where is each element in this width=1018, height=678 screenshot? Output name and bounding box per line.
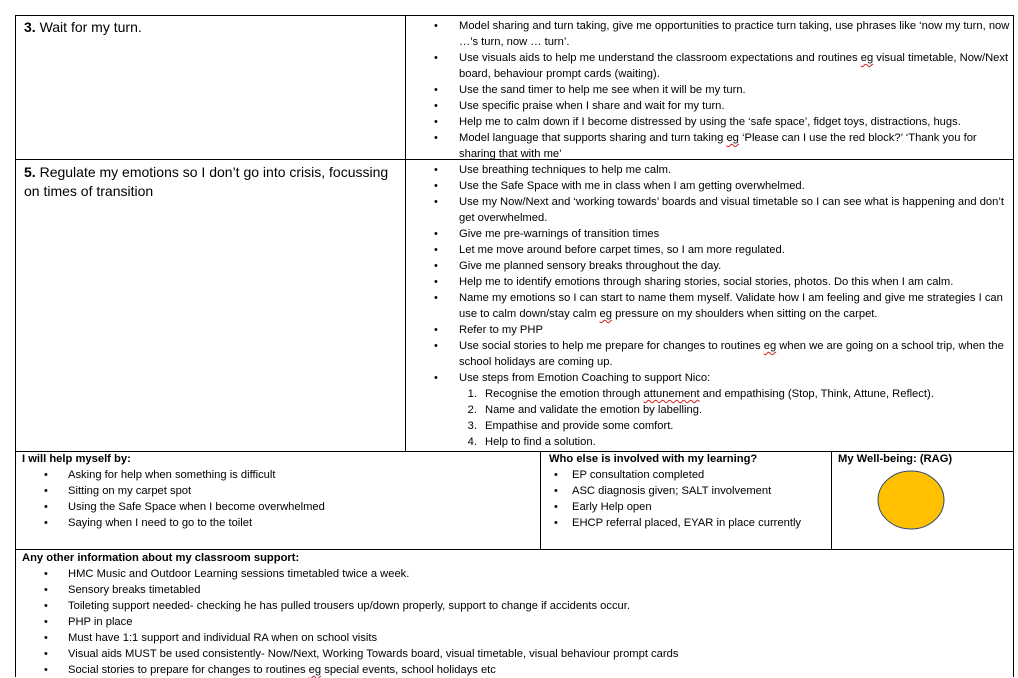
bullet-glyph: • xyxy=(44,501,48,513)
list-item: • Use the sand timer to help me see when it will be my turn. xyxy=(434,84,746,96)
coaching-step: 3. Empathise and provide some comfort. xyxy=(485,418,1012,434)
goal-3-strategies xyxy=(406,18,1012,162)
spellcheck-word: eg xyxy=(726,132,739,144)
bullet-glyph: • xyxy=(434,260,438,272)
involved-title: Who else is involved with my learning? xyxy=(549,453,758,465)
goal-5-text: Regulate my emotions so I don’t go into crisis, focussing on times of transition xyxy=(24,164,389,199)
wellbeing-cell xyxy=(838,452,1012,467)
bullet-glyph: • xyxy=(434,20,438,32)
list-item: • HMC Music and Outdoor Learning sessions timetabled twice a week. xyxy=(44,568,410,580)
goal-3-number: 3. xyxy=(24,19,36,35)
rag-indicator xyxy=(838,466,1012,546)
bullet-glyph: • xyxy=(554,517,558,529)
coaching-step: 4. Help to find a solution. xyxy=(485,434,1012,450)
border-footer-bottom xyxy=(15,549,1014,550)
list-item: • Sitting on my carpet spot xyxy=(44,485,192,497)
list-item: • Early Help open xyxy=(554,501,652,513)
list-item: • Help me to identify emotions through sharing stories, social stories, photos. Do this when I am calm. xyxy=(434,276,954,288)
involved-cell xyxy=(549,452,829,531)
bullet-glyph: • xyxy=(44,664,48,676)
list-item: • Let me move around before carpet times, so I am more regulated. xyxy=(434,244,785,256)
bullet-glyph: • xyxy=(44,568,48,580)
rag-status-circle xyxy=(878,471,944,529)
goal-5-number: 5. xyxy=(24,164,36,180)
list-item: • Asking for help when something is difficult xyxy=(44,469,276,481)
list-item: • Use the Safe Space with me in class when I am getting overwhelmed. xyxy=(434,180,805,192)
bullet-glyph: • xyxy=(434,372,438,384)
emotion-coaching-steps xyxy=(406,386,1012,450)
bullet-glyph: • xyxy=(434,340,438,352)
list-item: • Use my Now/Next and ‘working towards’ boards and visual timetable so I can see what is happening and don’t get overwhelmed. xyxy=(434,196,1004,224)
step-number: 4. xyxy=(467,436,477,448)
border-footer-col1 xyxy=(540,451,541,550)
list-item: • EHCP referral placed, EYAR in place currently xyxy=(554,517,802,529)
self-help-cell xyxy=(22,452,537,531)
list-item: • Use breathing techniques to help me calm. xyxy=(434,164,672,176)
bullet-glyph: • xyxy=(554,469,558,481)
list-item: • Use social stories to help me prepare for changes to routines eg when we are going on a school trip, when the school holidays are coming up. xyxy=(434,340,1004,368)
bullet-glyph: • xyxy=(554,501,558,513)
list-item: • Saying when I need to go to the toilet xyxy=(44,517,253,529)
bullet-glyph: • xyxy=(44,648,48,660)
wellbeing-title: My Well-being: (RAG) xyxy=(838,453,953,465)
list-item: • Social stories to prepare for changes to routines eg special events, school holidays etc xyxy=(44,664,496,676)
bullet-glyph: • xyxy=(554,485,558,497)
bullet-glyph: • xyxy=(434,180,438,192)
spellcheck-word: attunement xyxy=(643,388,700,400)
goal-5-cell xyxy=(16,161,401,201)
spellcheck-word: eg xyxy=(599,308,612,320)
list-item: • Using the Safe Space when I become overwhelmed xyxy=(44,501,325,513)
bullet-glyph: • xyxy=(434,292,438,304)
bullet-glyph: • xyxy=(434,84,438,96)
bullet-glyph: • xyxy=(434,52,438,64)
bullet-glyph: • xyxy=(434,164,438,176)
bullet-glyph: • xyxy=(44,632,48,644)
self-help-list xyxy=(22,467,537,531)
list-item: • Help me to calm down if I become distressed by using the ‘safe space’, fidget toys, distractions, hugs. xyxy=(434,116,961,128)
list-item: • PHP in place xyxy=(44,616,133,628)
strategy-list xyxy=(406,18,1012,162)
goal-3-cell xyxy=(16,16,405,37)
list-item: • Use steps from Emotion Coaching to support Nico: xyxy=(434,372,711,384)
list-item: • Refer to my PHP xyxy=(434,324,543,336)
goal-5-strategies xyxy=(406,162,1012,450)
bullet-glyph: • xyxy=(434,116,438,128)
list-item: • EP consultation completed xyxy=(554,469,705,481)
list-item: • ASC diagnosis given; SALT involvement xyxy=(554,485,772,497)
spellcheck-word: eg xyxy=(308,664,322,676)
bullet-glyph: • xyxy=(44,600,48,612)
bullet-glyph: • xyxy=(44,584,48,596)
list-item: • Sensory breaks timetabled xyxy=(44,584,201,596)
list-item: • Use visuals aids to help me understand the classroom expectations and routines eg visual timetable, Now/Next board, behaviour prompt cards (waiting). xyxy=(434,52,1009,80)
coaching-step: 1. Recognise the emotion through attunement and empathising (Stop, Think, Attune, Reflect). xyxy=(485,386,1012,402)
step-number: 3. xyxy=(467,420,477,432)
other-info-cell xyxy=(22,551,1012,678)
coaching-step: 2. Name and validate the emotion by labelling. xyxy=(485,402,1012,418)
list-item: • Toileting support needed- checking he has pulled trousers up/down properly, support to change if accidents occur. xyxy=(44,600,630,612)
self-help-title: I will help myself by: xyxy=(22,453,131,465)
bullet-glyph: • xyxy=(434,196,438,208)
other-info-title: Any other information about my classroom support: xyxy=(22,552,300,564)
other-info-list xyxy=(22,566,1012,678)
bullet-glyph: • xyxy=(44,517,48,529)
list-item: • Give me pre-warnings of transition times xyxy=(434,228,660,240)
border-left xyxy=(15,15,16,677)
border-right xyxy=(1013,15,1014,677)
bullet-glyph: • xyxy=(434,324,438,336)
step-number: 1. xyxy=(467,388,477,400)
bullet-glyph: • xyxy=(434,244,438,256)
spellcheck-word: eg xyxy=(860,52,874,64)
list-item: • Model sharing and turn taking, give me opportunities to practice turn taking, use phrases like ‘now my turn, now …’s turn, now … turn’. xyxy=(434,20,1010,48)
list-item: • Visual aids MUST be used consistently- Now/Next, Working Towards board, visual timetable, visual behaviour prompt cards xyxy=(44,648,679,660)
strategy-list xyxy=(406,162,1012,386)
list-item: • Give me planned sensory breaks throughout the day. xyxy=(434,260,722,272)
list-item: • Use specific praise when I share and wait for my turn. xyxy=(434,100,725,112)
border-footer-col2 xyxy=(831,451,832,550)
list-item: • Name my emotions so I can start to name them myself. Validate how I am feeling and give me strategies I can use to calm down/stay calm eg pressure on my shoulders when sitting on the carpet. xyxy=(434,292,1003,320)
step-number: 2. xyxy=(467,404,477,416)
involved-list xyxy=(549,467,829,531)
list-item: • Model language that supports sharing and turn taking eg ‘Please can I use the red block?’ ‘Thank you for sharing that with me’ xyxy=(434,132,977,160)
bullet-glyph: • xyxy=(434,228,438,240)
bullet-glyph: • xyxy=(434,132,438,144)
bullet-glyph: • xyxy=(434,276,438,288)
list-item: • Must have 1:1 support and individual RA when on school visits xyxy=(44,632,378,644)
bullet-glyph: • xyxy=(44,469,48,481)
goal-3-text: Wait for my turn. xyxy=(39,19,142,35)
bullet-glyph: • xyxy=(434,100,438,112)
spellcheck-word: eg xyxy=(763,340,777,352)
bullet-glyph: • xyxy=(44,485,48,497)
bullet-glyph: • xyxy=(44,616,48,628)
